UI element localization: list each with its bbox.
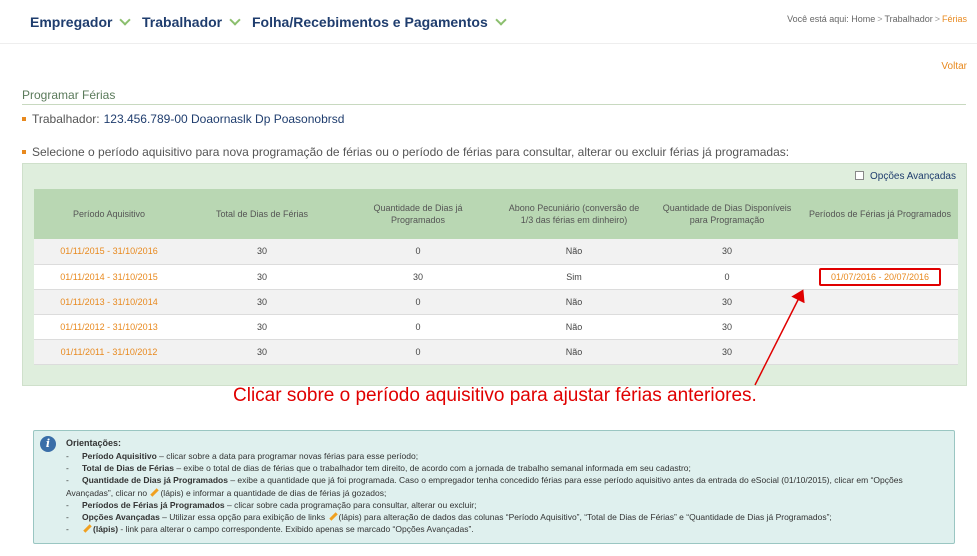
- orientacao-text: – clicar sobre cada programação para consultar, alterar ou excluir;: [224, 499, 477, 510]
- info-icon: i: [40, 436, 56, 452]
- cell-programados: 0: [340, 289, 496, 314]
- worker-value: 123.456.789-00 Doaornaslk Dp Poasonobrsd: [103, 112, 345, 126]
- orientacao-text-2: (lápis) e informar a quantidade de dias de férias já gozados;: [160, 487, 387, 498]
- periods-table: [34, 189, 958, 365]
- table-row: [34, 314, 958, 339]
- table-header-row: [34, 189, 958, 239]
- orientacao-term: (lápis): [93, 524, 119, 535]
- cell-total: 30: [184, 289, 340, 314]
- pencil-icon: [329, 512, 337, 520]
- title-divider: [22, 104, 966, 105]
- cell-total: 30: [184, 339, 340, 364]
- list-item: - Opções Avançadas – Utilizar essa opção para exibição de links (lápis) para alteração de dados das colunas “Período Aquisitivo”, “Total de Dias de Férias” e “Quantidade de Dias já Programados”;: [66, 512, 832, 523]
- breadcrumb-home[interactable]: Home: [851, 14, 876, 24]
- cell-ferias: [802, 314, 958, 339]
- cell-periodo: [34, 314, 184, 339]
- orientacao-term: Períodos de Férias já Programados: [82, 499, 225, 510]
- nav-empregador-label: Empregador: [30, 14, 113, 30]
- top-navigation: [0, 0, 977, 44]
- col-header-programados: Quantidade de Dias já Programados: [340, 189, 496, 239]
- orientacoes-title: Orientações:: [66, 438, 122, 448]
- cell-ferias: [802, 289, 958, 314]
- periodo-link[interactable]: 01/11/2013 - 31/10/2014: [60, 296, 158, 307]
- cell-ferias: [802, 264, 958, 289]
- cell-disponiveis: 30: [652, 239, 802, 264]
- nav-folha-label: Folha/Recebimentos e Pagamentos: [252, 14, 488, 30]
- cell-disponiveis: 30: [652, 314, 802, 339]
- cell-programados: 0: [340, 339, 496, 364]
- col-header-abono: Abono Pecuniário (conversão de 1/3 das férias em dinheiro): [496, 189, 652, 239]
- orientacao-text: – clicar sobre a data para programar novas férias para esse período;: [156, 451, 419, 461]
- annotation-text: Clicar sobre o período aquisitivo para ajustar férias anteriores.: [233, 385, 757, 406]
- list-item: - Períodos de Férias já Programados – clicar sobre cada programação para consultar, alterar ou excluir;: [66, 499, 477, 510]
- cell-programados: 0: [340, 314, 496, 339]
- list-item: - (lápis) - link para alterar o campo correspondente. Exibido apenas se marcado “Opções Avançadas”.: [66, 524, 474, 535]
- instruction-line: [22, 145, 789, 159]
- breadcrumb-separator: >: [934, 14, 940, 24]
- col-header-disponiveis: Quantidade de Dias Disponíveis para Programação: [652, 189, 802, 239]
- orientacao-term: Opções Avançadas: [82, 512, 160, 523]
- breadcrumb-separator: >: [877, 14, 883, 24]
- orientacao-text: – Utilizar essa opção para exibição de links: [159, 512, 328, 523]
- orientacao-text-2: (lápis) para alteração de dados das colunas “Período Aquisitivo”, “Total de Dias de Férias” e “Quantidade de Dias já Programados”;: [338, 512, 832, 523]
- table-row: [34, 289, 958, 314]
- cell-ferias: [802, 239, 958, 264]
- orientacao-term: Total de Dias de Férias: [82, 463, 174, 474]
- list-item: - Período Aquisitivo – clicar sobre a data para programar novas férias para esse período;: [66, 451, 419, 461]
- periodo-link[interactable]: 01/11/2015 - 31/10/2016: [60, 246, 158, 257]
- cell-ferias: [802, 339, 958, 364]
- cell-disponiveis: 30: [652, 289, 802, 314]
- periodo-link[interactable]: 01/11/2012 - 31/10/2013: [60, 321, 158, 332]
- chevron-down-icon: [120, 14, 131, 25]
- cell-programados: 0: [340, 239, 496, 264]
- ferias-programadas-link[interactable]: 01/07/2016 - 20/07/2016: [830, 271, 930, 282]
- voltar-link[interactable]: Voltar: [941, 61, 967, 72]
- cell-periodo: [34, 289, 184, 314]
- worker-label: Trabalhador:: [32, 112, 100, 126]
- table-row: [34, 339, 958, 364]
- cell-abono: Não: [496, 289, 652, 314]
- table-row: [34, 239, 958, 264]
- cell-abono: Não: [496, 239, 652, 264]
- list-item: - Total de Dias de Férias – exibe o total de dias de férias que o trabalhador tem direito, de acordo com a jornada de trabalho semanal informada em seu cadastro;: [66, 463, 691, 474]
- advanced-options-label: Opções Avançadas: [870, 171, 956, 182]
- cell-programados: 30: [340, 264, 496, 289]
- cell-total: 30: [184, 239, 340, 264]
- orientacao-term: Quantidade de Dias já Programados: [82, 475, 228, 486]
- breadcrumb-current: Férias: [941, 14, 967, 24]
- advanced-options-checkbox[interactable]: [855, 171, 864, 180]
- orientacao-text: – exibe a quantidade que já foi programada. Caso o empregador tenha concedido férias para esse período aquisitivo antes da entrada do eSocial (01/10/2015), clicar em “Opções Avançadas”, clicar no: [66, 475, 903, 498]
- periods-panel: [22, 163, 967, 386]
- orientacao-text: – exibe o total de dias de férias que o trabalhador tem direito, de acordo com a jornada de trabalho semanal informada em seu cadastro;: [173, 463, 691, 474]
- nav-trabalhador-label: Trabalhador: [142, 14, 223, 30]
- cell-periodo: [34, 264, 184, 289]
- nav-trabalhador[interactable]: [142, 14, 239, 30]
- bullet-icon: [22, 150, 26, 154]
- cell-total: 30: [184, 264, 340, 289]
- orientacao-term: Período Aquisitivo: [82, 451, 157, 461]
- breadcrumb-trabalhador[interactable]: Trabalhador: [884, 14, 933, 24]
- nav-empregador[interactable]: [30, 14, 129, 30]
- worker-line: [22, 112, 344, 126]
- highlight-box: [819, 268, 941, 286]
- breadcrumb: [787, 14, 967, 24]
- cell-disponiveis: 0: [652, 264, 802, 289]
- pencil-icon: [83, 524, 91, 532]
- col-header-periodo: Período Aquisitivo: [34, 189, 184, 239]
- bullet-icon: [22, 117, 26, 121]
- col-header-ferias: Períodos de Férias já Programados: [802, 189, 958, 239]
- orientacao-text: - link para alterar o campo correspondente. Exibido apenas se marcado “Opções Avançadas”.: [118, 524, 474, 535]
- cell-disponiveis: 30: [652, 339, 802, 364]
- breadcrumb-prefix: Você está aqui:: [787, 14, 849, 24]
- chevron-down-icon: [495, 14, 506, 25]
- pencil-icon: [151, 488, 159, 496]
- page-title: Programar Férias: [22, 88, 116, 102]
- cell-periodo: [34, 339, 184, 364]
- cell-abono: Não: [496, 339, 652, 364]
- instruction-text: Selecione o período aquisitivo para nova programação de férias ou o período de férias para consultar, alterar ou excluir férias já programadas:: [32, 145, 790, 159]
- cell-abono: Não: [496, 314, 652, 339]
- periodo-link[interactable]: 01/11/2014 - 31/10/2015: [60, 271, 158, 282]
- orientacoes-box: [33, 430, 955, 544]
- chevron-down-icon: [229, 14, 240, 25]
- cell-total: 30: [184, 314, 340, 339]
- periodo-link[interactable]: 01/11/2011 - 31/10/2012: [60, 346, 158, 357]
- advanced-options-toggle[interactable]: [855, 170, 956, 182]
- cell-periodo: [34, 239, 184, 264]
- table-row: [34, 264, 958, 289]
- nav-folha[interactable]: [252, 14, 505, 30]
- cell-abono: Sim: [496, 264, 652, 289]
- orientacoes-list: [66, 450, 946, 535]
- col-header-total: Total de Dias de Férias: [184, 189, 340, 239]
- list-item: - Quantidade de Dias já Programados – exibe a quantidade que já foi programada. Caso o empregador tenha concedido férias para esse período aquisitivo antes da entrada do eSocial (01/10/2015), clicar em “Opções Avançadas”, clicar no (lápis) e informar a quantidade de dias de férias já gozados;: [66, 475, 903, 498]
